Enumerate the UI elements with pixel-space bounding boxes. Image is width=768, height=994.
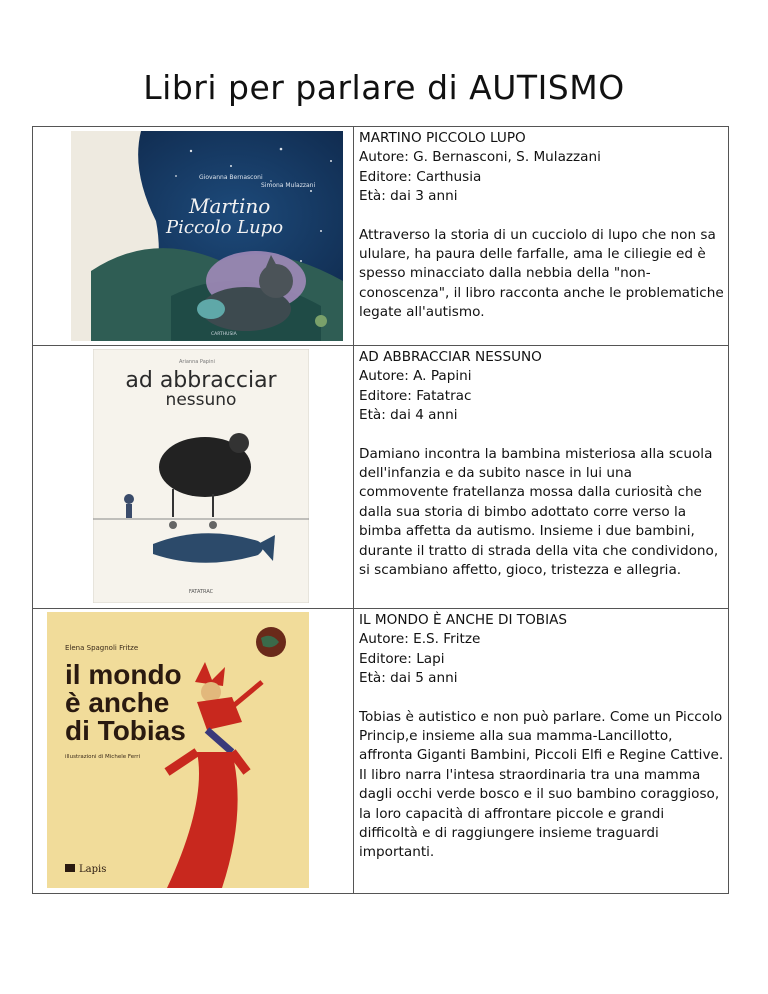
cover-title-1: Martino xyxy=(189,194,271,218)
book-cover-cell xyxy=(33,127,354,346)
books-table xyxy=(32,126,729,894)
book-title: MARTINO PICCOLO LUPO xyxy=(359,130,526,146)
book-author: Autore: E.S. Fritze xyxy=(359,631,481,648)
book-description: Damiano incontra la bambina misteriosa alla scuola dell'infanzia e da subito nasce in lui una commovente fratellanza mossa dalla curiosità che dalla sua storia di bimbo adottato corre verso la bimba affetta da autismo. Insieme i due bambini, durante il tratto di strada della vita che condividono, si scambiano affetto, gioco, tristezza e allegria. xyxy=(359,445,719,579)
cover-title-2: Piccolo Lupo xyxy=(166,217,284,238)
book-title: IL MONDO È ANCHE DI TOBIAS xyxy=(359,612,568,628)
book-publisher: Editore: Fatatrac xyxy=(359,387,472,404)
book-info-cell xyxy=(354,346,729,609)
cover-image-tobias xyxy=(47,612,309,888)
book-author: Autore: G. Bernasconi, S. Mulazzani xyxy=(359,149,601,166)
page-title: Libri per parlare di AUTISMO xyxy=(143,68,625,107)
book-cover-cell xyxy=(33,609,354,894)
book-age: Età: dai 5 anni xyxy=(359,670,458,687)
book-row-abbracciar xyxy=(33,346,729,609)
book-publisher: Editore: Lapi xyxy=(359,650,445,667)
book-description-2: Il libro narra l'intesa straordinaria tra una mamma dagli occhi verde bosco e il suo bambino coraggioso, la loro capacità di affrontare piccole e grandi difficoltà e di raggiungere insieme traguardi importanti. xyxy=(359,766,720,861)
cover-title-2: nessuno xyxy=(165,390,237,410)
cover-publisher: Lapis xyxy=(79,864,107,875)
cover-image-abbracciar xyxy=(93,349,309,603)
book-description-1: Tobias è autistico e non può parlare. Come un Piccolo Princip,e insieme alla sua mamma-Lancillotto, affronta Giganti Bambini, Piccoli Elfi e Regine Cattive. xyxy=(359,708,724,764)
cover-publisher: CARTHUSIA xyxy=(211,332,237,337)
cover-title-1: il mondo xyxy=(65,659,182,690)
book-title: AD ABBRACCIAR NESSUNO xyxy=(359,349,542,365)
book-description: Attraverso la storia di un cucciolo di lupo che non sa ululare, ha paura delle farfalle, ama le ciliegie ed è spesso minacciato dalla nebbia della "non-conoscenza", il libro racconta anche le problematiche legate all'autismo. xyxy=(359,226,724,321)
book-cover-cell xyxy=(33,346,354,609)
cover-publisher: FATATRAC xyxy=(188,589,214,595)
cover-image-martino xyxy=(71,131,343,341)
cover-title-2: è anche xyxy=(65,687,170,718)
cover-illustrator: illustrazioni di Michele Ferri xyxy=(65,754,141,760)
book-info-cell xyxy=(354,609,729,894)
cover-title-1: ad abbracciar xyxy=(125,368,277,393)
book-publisher: Editore: Carthusia xyxy=(359,168,482,185)
cover-author-1: Giovanna Bernasconi xyxy=(199,174,263,181)
book-info-cell xyxy=(354,127,729,346)
cover-author: Elena Spagnoli Fritze xyxy=(65,644,139,652)
cover-author-2: Simona Mulazzani xyxy=(261,182,316,189)
cover-author: Arianna Papini xyxy=(179,359,215,365)
book-age: Età: dai 4 anni xyxy=(359,407,458,424)
book-row-martino xyxy=(33,127,729,346)
book-author: Autore: A. Papini xyxy=(359,368,472,385)
cover-title-3: di Tobias xyxy=(65,715,186,746)
book-row-tobias xyxy=(33,609,729,894)
book-age: Età: dai 3 anni xyxy=(359,188,458,205)
